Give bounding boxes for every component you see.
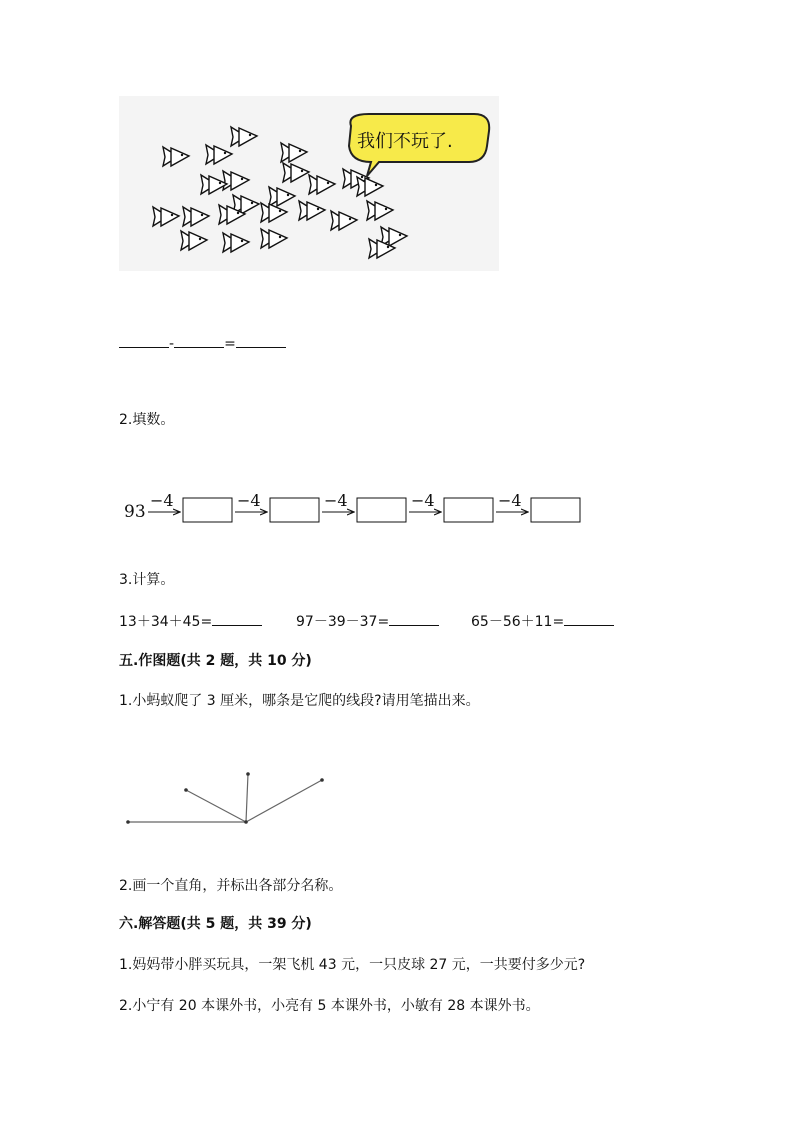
- equation-blanks: [119, 333, 286, 352]
- blank-1[interactable]: [119, 333, 169, 348]
- calc-heading: 3.计算。: [119, 572, 175, 588]
- step-label: −4: [411, 491, 435, 510]
- segment-left-diagonal: [186, 790, 246, 822]
- fish-icon: [201, 175, 227, 194]
- answer-box[interactable]: [444, 498, 493, 522]
- speech-text: 我们不玩了.: [357, 131, 453, 152]
- calc-item-3: [471, 611, 614, 631]
- number-chain: [118, 488, 598, 528]
- point: [246, 772, 250, 776]
- fish-icon: [261, 203, 287, 222]
- minus-sign: -: [169, 336, 175, 352]
- section5-question-2: 2.画一个直角，并标出各部分名称。: [119, 878, 343, 894]
- blank-2[interactable]: [174, 333, 224, 348]
- calc-answer-blank[interactable]: [389, 611, 439, 626]
- fish-icon: [223, 171, 249, 190]
- section5-title: 五.作图题(共 2 题，共 10 分): [119, 653, 312, 669]
- fish-icon: [283, 163, 309, 182]
- point: [244, 820, 248, 824]
- fish-icon: [331, 211, 357, 230]
- fish-illustration: [119, 96, 499, 271]
- point: [126, 820, 130, 824]
- blank-3[interactable]: [236, 333, 286, 348]
- step-label: −4: [150, 491, 174, 510]
- answer-box[interactable]: [270, 498, 319, 522]
- fish-icon: [269, 187, 295, 206]
- fish-icon: [231, 127, 257, 146]
- calc-answer-blank[interactable]: [564, 611, 614, 626]
- fish-icon: [261, 229, 287, 248]
- point: [320, 778, 324, 782]
- fish-icon: [299, 201, 325, 220]
- fish-icon: [181, 231, 207, 250]
- section5-question-1: 1.小蚂蚁爬了 3 厘米，哪条是它爬的线段?请用笔描出来。: [119, 693, 480, 709]
- calc-item-1: [119, 611, 262, 631]
- section6-question-1: 1.妈妈带小胖买玩具，一架飞机 43 元，一只皮球 27 元，一共要付多少元?: [119, 957, 586, 973]
- equals-sign: =: [224, 336, 236, 352]
- fill-numbers-heading: 2.填数。: [119, 412, 175, 428]
- calc-expression: 13＋34＋45=: [119, 614, 213, 630]
- answer-box[interactable]: [531, 498, 580, 522]
- answer-box[interactable]: [357, 498, 406, 522]
- calc-item-2: [296, 611, 439, 631]
- fish-icon: [367, 201, 393, 220]
- segment-right-diagonal: [246, 780, 322, 822]
- point: [184, 788, 188, 792]
- fish-icon: [223, 233, 249, 252]
- start-number: 93: [124, 502, 146, 522]
- step-label: −4: [498, 491, 522, 510]
- calc-expression: 65－56＋11=: [471, 614, 565, 630]
- section6-title: 六.解答题(共 5 题，共 39 分): [119, 916, 312, 932]
- fish-icon: [153, 207, 179, 226]
- fish-icon: [206, 145, 232, 164]
- section6-question-2: 2.小宁有 20 本课外书，小亮有 5 本课外书，小敏有 28 本课外书。: [119, 998, 540, 1014]
- segments-figure: [118, 760, 348, 840]
- fish-drawing: [119, 96, 499, 271]
- fish-icon: [163, 147, 189, 166]
- calc-answer-blank[interactable]: [212, 611, 262, 626]
- fish-icon: [281, 143, 307, 162]
- fish-icon: [309, 175, 335, 194]
- step-label: −4: [237, 491, 261, 510]
- step-label: −4: [324, 491, 348, 510]
- answer-box[interactable]: [183, 498, 232, 522]
- fish-icon: [357, 177, 383, 196]
- fish-icon: [183, 207, 209, 226]
- segment-vertical: [246, 774, 248, 822]
- calc-expression: 97－39－37=: [296, 614, 390, 630]
